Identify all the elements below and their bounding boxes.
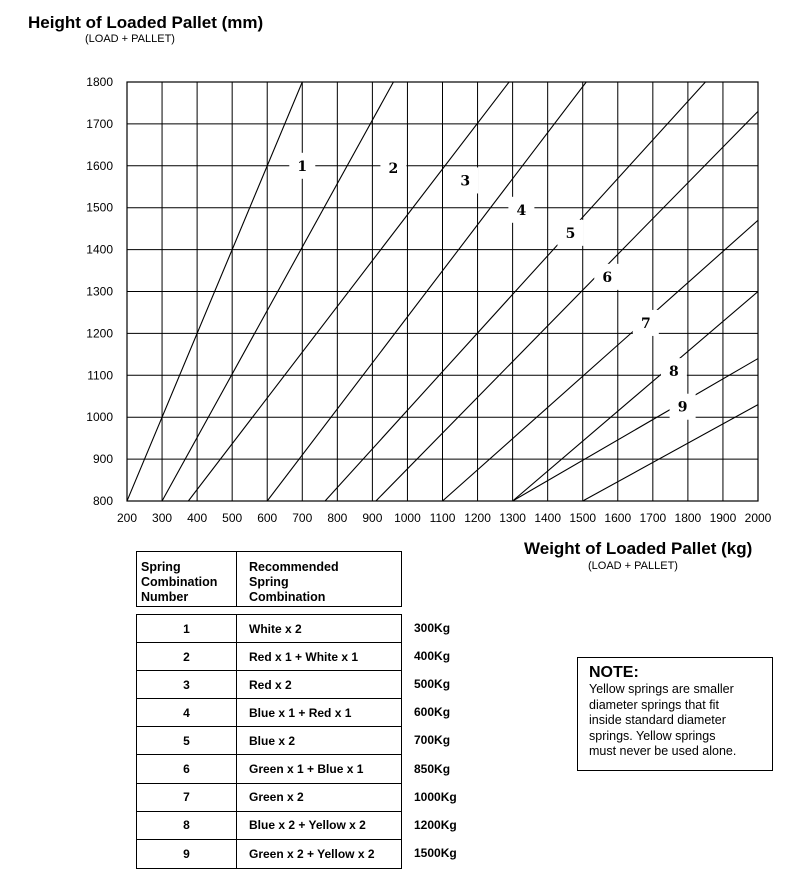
y-tick-label: 900 (92, 452, 113, 467)
load-value: 1200Kg (414, 817, 457, 832)
load-column (414, 614, 484, 867)
load-value: 300Kg (414, 621, 451, 636)
table-row (137, 812, 401, 840)
x-tick-label: 200 (116, 511, 138, 525)
series-label: 2 (388, 160, 399, 177)
table-row (137, 727, 401, 755)
series-label: 3 (460, 173, 471, 190)
note-line: inside standard diameter (589, 713, 726, 727)
x-axis-label: Weight of Loaded Pallet (kg) (524, 539, 753, 558)
header-line: Combination (249, 590, 326, 604)
spring-number: 3 (137, 671, 237, 698)
spring-combination: Blue x 2 (249, 733, 296, 748)
x-tick-label: 600 (257, 511, 278, 525)
spring-combination: Blue x 2 + Yellow x 2 (249, 818, 366, 833)
x-tick-label: 400 (187, 511, 208, 525)
load-value: 700Kg (414, 733, 451, 748)
header-recommended-combination (237, 552, 401, 606)
x-tick-label: 1100 (429, 511, 456, 525)
table-header (136, 551, 402, 607)
load-value: 600Kg (414, 705, 451, 720)
x-tick-label: 300 (152, 511, 173, 525)
x-tick-label: 1600 (604, 511, 632, 525)
x-tick-label: 1000 (394, 511, 421, 525)
header-line: Combination (141, 575, 218, 589)
load-value: 850Kg (414, 761, 451, 776)
x-tick-label: 900 (362, 511, 383, 525)
x-tick-label: 2000 (744, 511, 772, 525)
y-tick-label: 1300 (86, 284, 113, 299)
table-row (137, 643, 401, 671)
spring-number: 7 (137, 784, 237, 811)
series-label: 7 (640, 315, 651, 332)
series-label: 1 (297, 158, 308, 175)
y-tick-label: 1400 (86, 242, 113, 257)
y-tick-label: 1500 (86, 200, 113, 215)
series-label: 8 (668, 364, 679, 381)
spring-number: 9 (137, 840, 237, 868)
note-line: springs. Yellow springs (589, 728, 716, 743)
x-tick-label: 1700 (639, 511, 667, 525)
spring-combination: Blue x 1 + Red x 1 (249, 705, 352, 720)
header-line: Spring (141, 560, 181, 574)
chart-subtitle: (LOAD + PALLET) (85, 33, 175, 45)
note-box (577, 657, 773, 771)
y-tick-label: 1700 (86, 116, 113, 131)
load-value: 1000Kg (414, 789, 457, 804)
note-line: Yellow springs are smaller (589, 682, 734, 696)
y-tick-label: 1000 (86, 410, 113, 425)
x-tick-label: 1300 (499, 511, 526, 525)
table-row (137, 615, 401, 643)
y-tick-label: 1200 (86, 326, 113, 341)
spring-combination: Green x 2 + Yellow x 2 (249, 846, 375, 861)
x-tick-label: 1900 (709, 511, 737, 525)
spring-number: 1 (137, 615, 237, 642)
x-tick-label: 1200 (464, 511, 491, 525)
spring-number: 5 (137, 727, 237, 754)
spring-number: 4 (137, 699, 237, 726)
load-value: 400Kg (414, 649, 451, 664)
x-axis-sublabel: (LOAD + PALLET) (588, 560, 678, 572)
series-label: 9 (677, 399, 688, 416)
note-line: must never be used alone. (589, 744, 737, 758)
y-tick-label: 1100 (87, 368, 113, 383)
x-tick-label: 1800 (674, 511, 702, 525)
x-tick-label: 500 (222, 511, 243, 525)
table-row (137, 671, 401, 699)
series-line (513, 359, 758, 501)
table-row (137, 755, 401, 783)
x-tick-label: 700 (292, 511, 313, 525)
load-value: 500Kg (414, 677, 451, 692)
spring-table (136, 614, 402, 869)
chart-title: Height of Loaded Pallet (mm) (28, 13, 264, 32)
x-tick-label: 1400 (534, 511, 562, 525)
header-line: Recommended (249, 560, 339, 574)
header-spring-number (137, 552, 237, 606)
spring-number: 8 (137, 812, 237, 839)
table-row (137, 840, 401, 868)
spring-combination: Red x 1 + White x 1 (249, 649, 359, 664)
x-tick-label: 800 (327, 511, 348, 525)
series-line (376, 111, 758, 501)
series-label: 6 (602, 269, 613, 286)
note-line: diameter springs that fit (589, 697, 719, 712)
spring-combination: White x 2 (249, 621, 302, 636)
x-tick-label: 1500 (569, 511, 597, 525)
table-row (137, 699, 401, 727)
y-tick-label: 1800 (86, 75, 113, 89)
spring-number: 6 (137, 755, 237, 782)
spring-combination: Green x 2 (249, 790, 304, 805)
table-row (137, 784, 401, 812)
header-line: Spring (249, 575, 289, 589)
series-label: 5 (565, 225, 576, 242)
spring-combination: Green x 1 + Blue x 1 (249, 762, 364, 777)
y-tick-label: 800 (92, 494, 113, 508)
spring-number: 2 (137, 643, 237, 670)
series-label: 4 (516, 202, 527, 219)
y-tick-label: 1600 (86, 158, 113, 173)
header-line: Number (141, 590, 189, 604)
load-value: 1500Kg (414, 845, 457, 860)
spring-combination: Red x 2 (249, 677, 292, 692)
note-title: NOTE: (589, 664, 639, 681)
